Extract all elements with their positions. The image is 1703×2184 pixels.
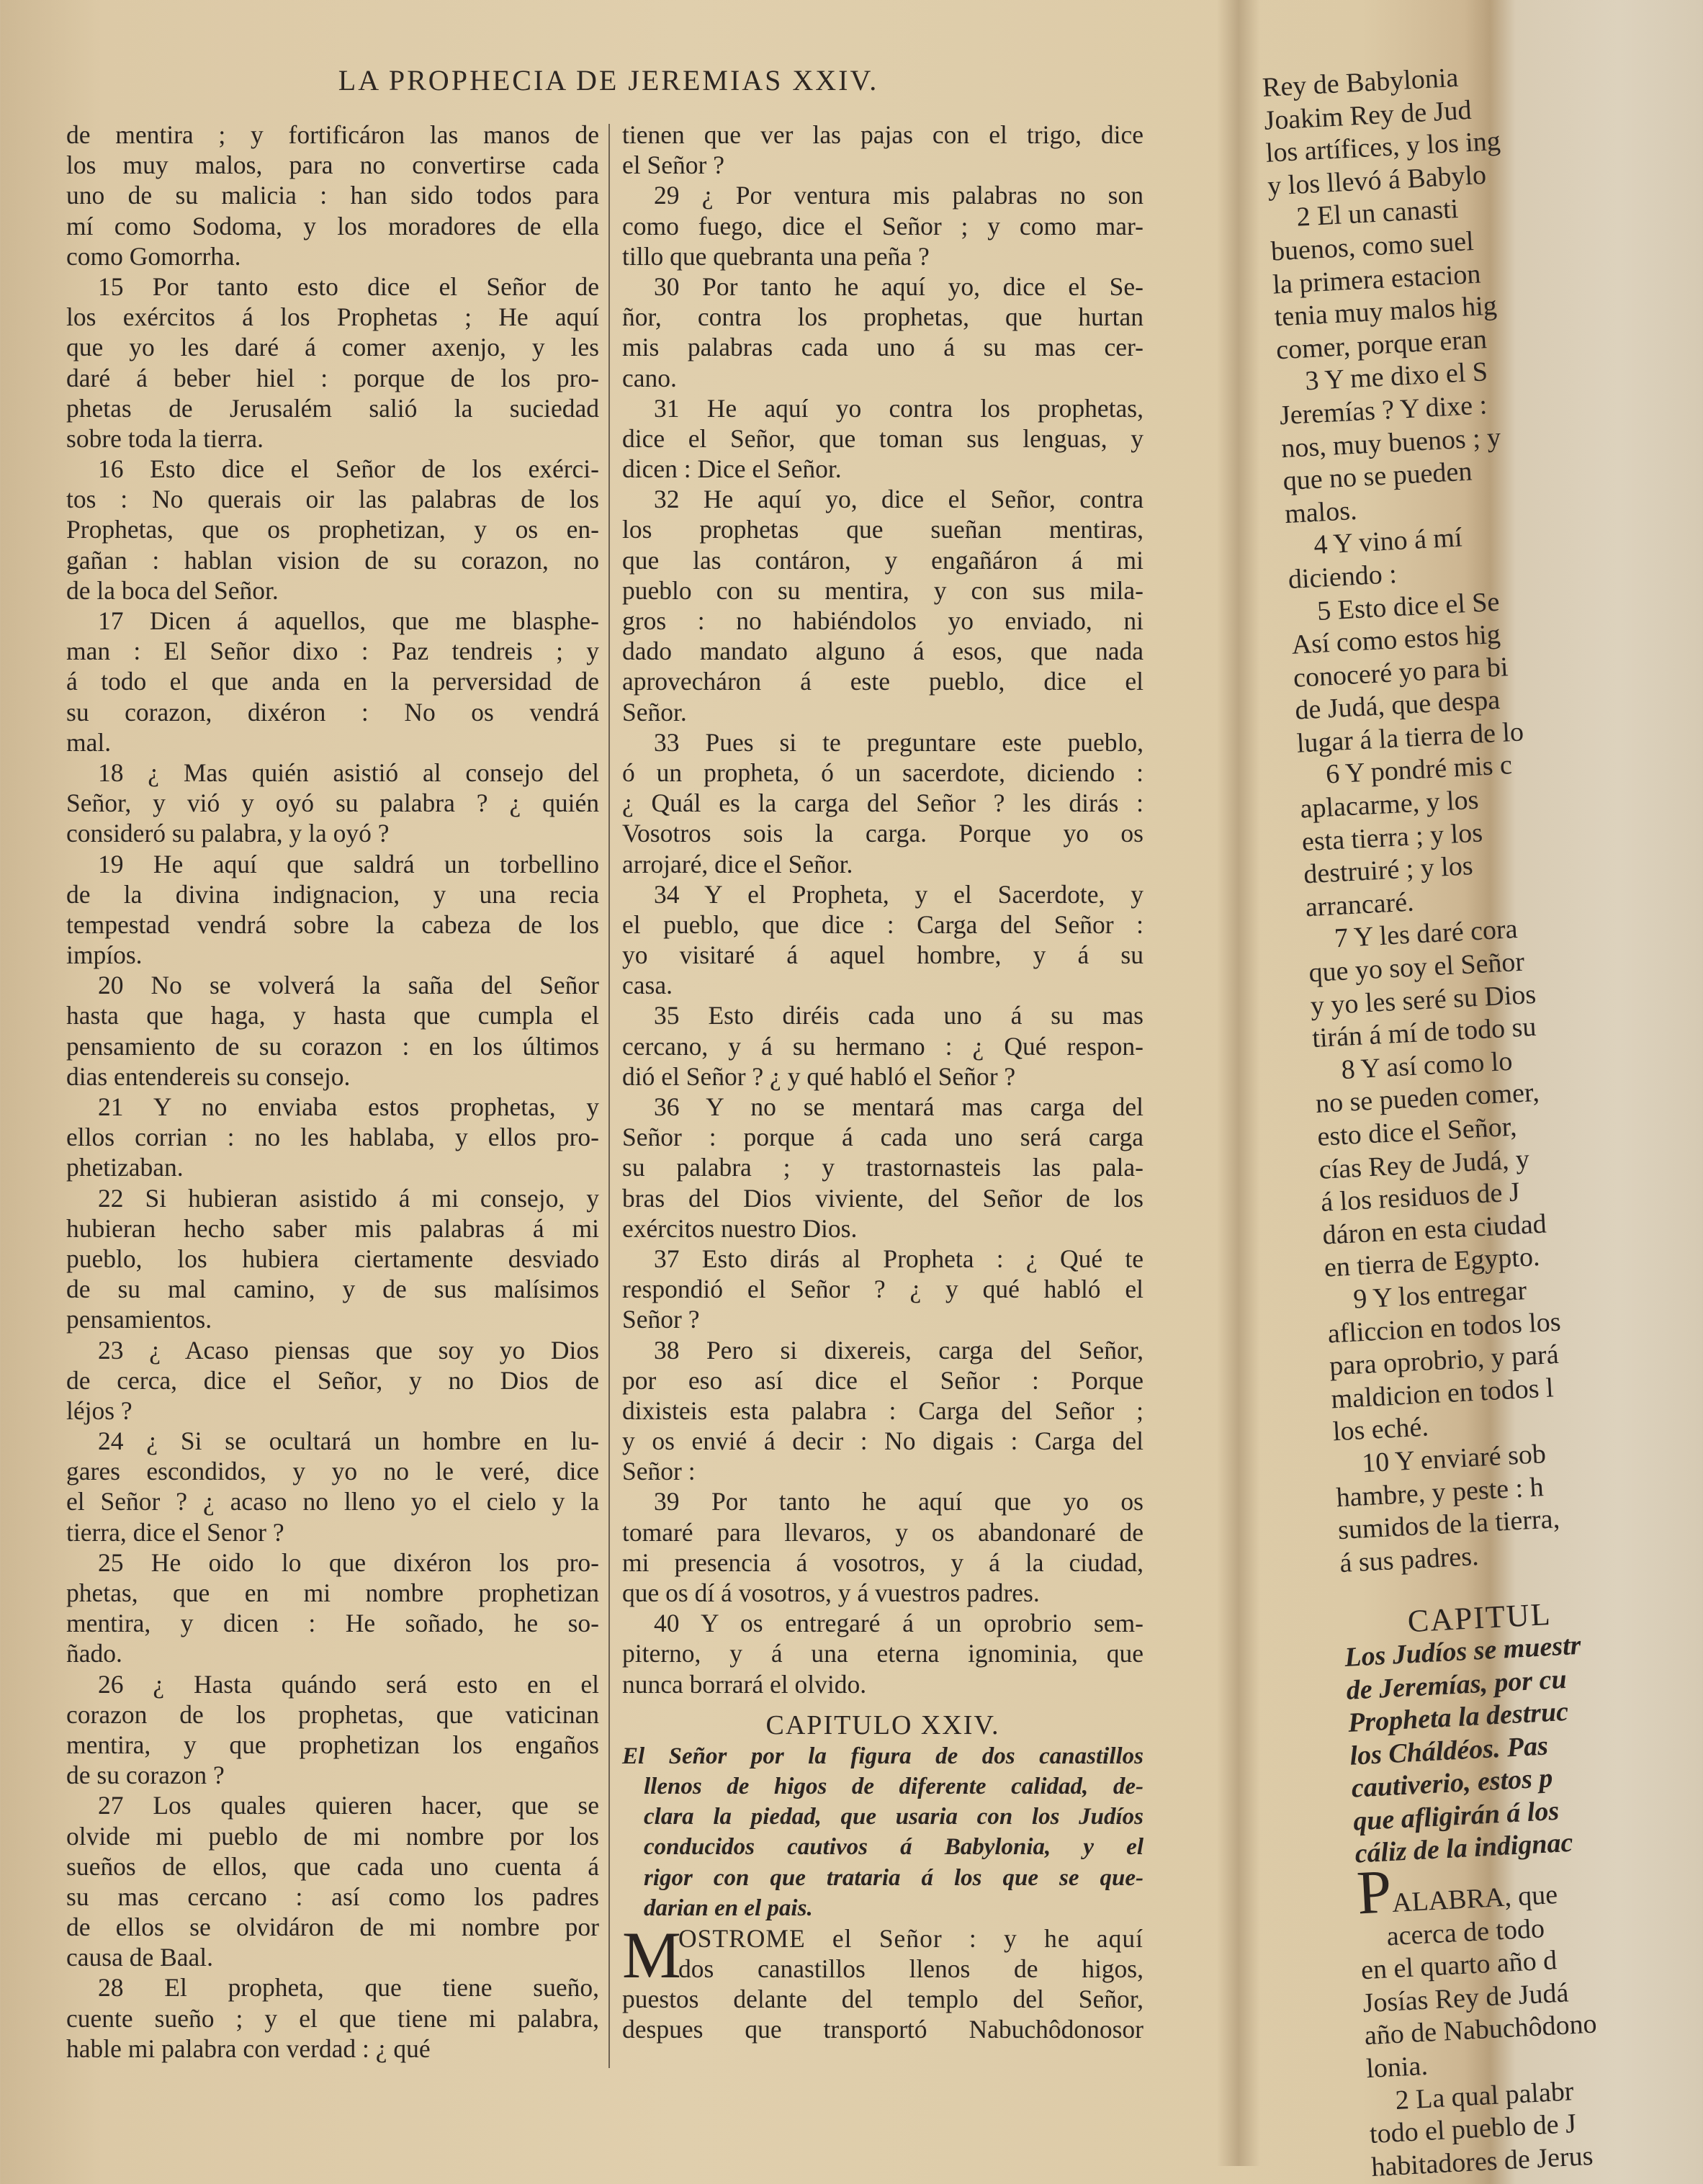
- facing-page-line: comer, porque eran: [1275, 323, 1488, 366]
- text-line: arrojaré, dice el Señor.: [622, 849, 853, 878]
- summary-line: El Señor por la figura de dos canastillos: [622, 1743, 1143, 1769]
- text-line: piterno, y á una eterna ignominia, que: [622, 1639, 1143, 1668]
- text-line: ¿ Quál es la carga del Señor ? les dirás :: [622, 788, 1143, 818]
- text-line: de su mal camino, y de sus malísimos: [66, 1275, 599, 1304]
- text-line: 18 ¿ Mas quién asistió al consejo del: [98, 758, 599, 787]
- text-line: 40 Y os entregaré á un oprobrio sem-: [654, 1609, 1143, 1638]
- text-line: 25 He oido lo que dixéron los pro-: [98, 1547, 599, 1577]
- opening-line: despues que transportó Nabuchôdonosor: [622, 2015, 1143, 2044]
- text-line: phetas de Jerusalém salió la suciedad: [66, 393, 599, 423]
- facing-page-line: que yo soy el Señor: [1308, 946, 1526, 989]
- facing-drop-cap: P: [1355, 1856, 1393, 1928]
- text-line: dixisteis esta palabra : Carga del Señor ;: [622, 1396, 1143, 1425]
- text-line: cercano, y á su hermano : ¿ Qué respon-: [622, 1031, 1143, 1061]
- facing-page-line: no se pueden comer,: [1315, 1077, 1540, 1120]
- facing-page-line: que no se pueden: [1282, 456, 1473, 497]
- facing-page-line: diciendo :: [1287, 559, 1398, 595]
- text-line: Prophetas, que os prophetizan, y os en-: [66, 515, 599, 544]
- facing-page-line: aplacarme, y los: [1299, 784, 1480, 824]
- facing-summary-line: Propheta la destruc: [1347, 1696, 1569, 1738]
- facing-page-line: en tierra de Egypto.: [1323, 1241, 1541, 1284]
- facing-page: [1262, 55, 1702, 2183]
- text-line: aprovecháron á este pueblo, dice el: [622, 667, 1143, 696]
- text-line: ellos corrian : no les hablaba, y ellos pro-: [66, 1123, 599, 1152]
- facing-summary-line: que afligirán á los: [1352, 1795, 1560, 1837]
- text-line: pueblo, los hubiera ciertamente desviado: [66, 1244, 599, 1273]
- text-line: 32 He aquí yo, dice el Señor, contra: [654, 485, 1143, 514]
- summary-line: rigor con que trataria á los que se que-: [644, 1864, 1143, 1891]
- text-line: hable mi palabra con verdad : ¿ qué: [66, 2034, 431, 2063]
- text-line: 39 Por tanto he aquí que yo os: [654, 1487, 1143, 1516]
- book-gutter-shadow: [1217, 0, 1260, 2166]
- facing-page-line: 9 Y los entregar: [1352, 1275, 1528, 1315]
- facing-page-line: cías Rey de Judá, y: [1318, 1143, 1530, 1185]
- facing-page-line: hambre, y peste : h: [1335, 1471, 1545, 1513]
- text-line: los exércitos á los Prophetas ; He aquí: [66, 302, 599, 332]
- facing-page-line: Así como estos hig: [1290, 619, 1501, 660]
- text-line: causa de Baal.: [66, 1943, 214, 1972]
- text-line: mis palabras cada uno á su mas cer-: [622, 333, 1143, 362]
- facing-opening-line: año de Nabuchôdono: [1363, 2008, 1598, 2052]
- facing-page-line: destruiré ; y los: [1303, 850, 1474, 890]
- facing-page-line: buenos, como suel: [1270, 225, 1475, 267]
- text-line: nunca borrará el olvido.: [622, 1669, 867, 1699]
- text-line: su corazon, dixéron : No os vendrá: [66, 697, 599, 727]
- text-line: de la boca del Señor.: [66, 575, 279, 605]
- facing-page-line: 5 Esto dice el Se: [1316, 586, 1501, 626]
- text-line: hasta que haga, y hasta que cumpla el: [66, 1001, 599, 1030]
- text-line: mentira, y que prophetizan los engaños: [66, 1730, 599, 1759]
- text-line: que yo les daré á comer axenjo, y les: [66, 333, 599, 362]
- text-line: pensamientos.: [66, 1305, 212, 1334]
- text-line: de mentira ; y fortificáron las manos de: [66, 120, 599, 149]
- text-line: que las contáron, y engañáron á mi: [622, 545, 1143, 575]
- facing-summary-line: de Jeremías, por cu: [1345, 1663, 1568, 1706]
- text-line: dice el Señor, que toman sus lenguas, y: [622, 423, 1143, 453]
- facing-page-line: Jeremías ? Y dixe :: [1278, 390, 1488, 431]
- text-line: casa.: [622, 971, 673, 1000]
- text-line: 34 Y el Propheta, y el Sacerdote, y: [654, 879, 1143, 909]
- text-line: olvide mi pueblo de mi nombre por los: [66, 1821, 599, 1851]
- text-line: Señor ?: [622, 1305, 700, 1334]
- facing-page-line: 4 Y vino á mí: [1313, 522, 1463, 561]
- text-line: 23 ¿ Acaso piensas que soy yo Dios: [98, 1335, 599, 1365]
- running-title: LA PROPHECIA DE JEREMIAS XXIV.: [338, 64, 879, 96]
- text-line: 26 ¿ Hasta quándo será esto en el: [98, 1669, 599, 1699]
- text-line: cuente sueño ; y el que tiene mi palabra,: [66, 2003, 599, 2033]
- text-line: mi presencia á vosotros, y á la ciudad,: [622, 1547, 1143, 1577]
- text-line: 22 Si hubieran asistido á mi consejo, y: [98, 1183, 599, 1213]
- text-line: 30 Por tanto he aquí yo, dice el Se-: [654, 271, 1143, 301]
- facing-page-line: para oprobrio, y pará: [1329, 1339, 1560, 1382]
- text-line: 38 Pero si dixereis, carga del Señor,: [654, 1335, 1143, 1365]
- chapter-opening: [622, 1918, 1143, 2045]
- facing-page-line: 7 Y les daré cora: [1334, 914, 1519, 954]
- text-line: 20 No se volverá la saña del Señor: [98, 971, 599, 1000]
- opening-line: dos canastillos llenos de higos,: [678, 1954, 1143, 1984]
- text-line: de la divina indignacion, y una recia: [66, 879, 599, 909]
- text-line: 37 Esto dirás al Propheta : ¿ Qué te: [654, 1244, 1143, 1273]
- facing-chapter-heading: CAPITUL: [1406, 1596, 1553, 1640]
- facing-page-line: Joakim Rey de Jud: [1263, 94, 1473, 136]
- text-line: 29 ¿ Por ventura mis palabras no son: [654, 181, 1143, 210]
- text-line: léjos ?: [66, 1396, 132, 1425]
- text-line: pensamiento de su corazon : en los últimos: [66, 1031, 599, 1061]
- text-line: Vosotros sois la carga. Porque yo os: [622, 819, 1143, 848]
- text-line: Señor :: [622, 1457, 696, 1486]
- text-line: man : El Señor dixo : Paz tendreis ; y: [66, 637, 599, 666]
- text-line: ó un propheta, ó un sacerdote, diciendo :: [622, 758, 1143, 787]
- summary-line: llenos de higos de diferente calidad, de-: [644, 1773, 1143, 1799]
- facing-page-line: y yo les seré su Dios: [1309, 979, 1537, 1021]
- facing-opening-line: en el quarto año d: [1360, 1945, 1558, 1986]
- opening-line: OSTROME el Señor : y he aquí: [678, 1923, 1143, 1953]
- facing-opening-line: habitadores de Jerus: [1370, 2140, 1594, 2183]
- text-line: mentira, y dicen : He soñado, he so-: [66, 1609, 599, 1638]
- text-line: mal.: [66, 727, 112, 757]
- chapter-heading: CAPITULO XXIV.: [765, 1709, 1000, 1740]
- text-line: corazon de los prophetas, que vaticinan: [66, 1699, 599, 1729]
- text-line: Señor : porque á cada uno será carga: [622, 1123, 1143, 1152]
- facing-page-line: á sus padres.: [1339, 1540, 1480, 1578]
- chapter-summary: [622, 1741, 1143, 1923]
- text-line: cano.: [622, 363, 677, 392]
- facing-page-line: á los residuos de J: [1320, 1177, 1521, 1218]
- text-line: gañan : hablan vision de su corazon, no: [66, 545, 599, 575]
- facing-page-line: 2 El un canasti: [1295, 194, 1460, 233]
- text-line: como fuego, dice el Señor ; y como mar-: [622, 211, 1143, 241]
- text-line: tempestad vendrá sobre la cabeza de los: [66, 909, 599, 939]
- text-line: tomaré para llevaros, y os abandonaré de: [622, 1517, 1143, 1547]
- facing-page-line: tirán á mí de todo su: [1311, 1012, 1537, 1054]
- text-line: los muy malos, para no convertirse cada: [66, 150, 599, 180]
- facing-page-line: y los llevó á Babylo: [1267, 159, 1487, 202]
- left-text-column: [66, 120, 599, 2064]
- text-line: ñor, contra los prophetas, que hurtan: [622, 302, 1143, 332]
- column-divider: [608, 124, 610, 2068]
- text-line: 21 Y no enviaba estos prophetas, y: [98, 1092, 599, 1121]
- text-line: exércitos nuestro Dios.: [622, 1213, 858, 1243]
- text-line: 19 He aquí que saldrá un torbellino: [98, 849, 599, 878]
- facing-page-line: de Judá, que despa: [1294, 685, 1501, 727]
- facing-page-line: los eché.: [1331, 1411, 1429, 1447]
- facing-page-line: lugar á la tierra de lo: [1295, 716, 1524, 759]
- summary-line: clara la piedad, que usaria con los Judíos: [644, 1804, 1143, 1830]
- text-line: tienen que ver las pajas con el trigo, dice: [622, 120, 1143, 149]
- text-line: 33 Pues si te preguntare este pueblo,: [654, 727, 1143, 757]
- text-line: dicen : Dice el Señor.: [622, 454, 842, 484]
- text-line: 24 ¿ Si se ocultará un hombre en lu-: [98, 1426, 599, 1456]
- text-line: respondió el Señor ? ¿ y qué habló el: [622, 1275, 1143, 1304]
- text-line: 27 Los quales quieren hacer, que se: [98, 1791, 599, 1820]
- text-line: de su corazon ?: [66, 1761, 225, 1790]
- facing-opening-line: Josías Rey de Judá: [1362, 1977, 1570, 2019]
- text-line: dias entendereis su consejo.: [66, 1061, 351, 1091]
- facing-page-line: afliccion en todos los: [1326, 1306, 1562, 1349]
- text-line: tillo que quebranta una peña ?: [622, 241, 930, 271]
- text-line: sueños de ellos, que cada uno cuenta á: [66, 1851, 599, 1881]
- facing-opening-line: todo el pueblo de J: [1369, 2108, 1577, 2150]
- text-line: 16 Esto dice el Señor de los exérci-: [98, 454, 599, 484]
- facing-page-line: tenia muy malos hig: [1273, 290, 1498, 333]
- facing-page-line: maldicion en todos l: [1330, 1372, 1555, 1415]
- text-line: de ellos se olvidáron de mi nombre por: [66, 1913, 599, 1942]
- text-line: 17 Dicen á aquellos, que me blasphe-: [98, 606, 599, 635]
- text-line: los prophetas que sueñan mentiras,: [622, 515, 1143, 544]
- text-line: Señor, y vió y oyó su palabra ? ¿ quién: [66, 788, 599, 818]
- text-line: sobre toda la tierra.: [66, 423, 264, 453]
- facing-summary-line: los Cháldéos. Pas: [1349, 1730, 1549, 1771]
- facing-page-line: la primera estacion: [1272, 259, 1482, 300]
- text-line: phetizaban.: [66, 1153, 184, 1182]
- text-line: como Gomorrha.: [66, 241, 241, 271]
- text-line: mí como Sodoma, y los moradores de ella: [66, 211, 599, 241]
- text-line: bras del Dios viviente, del Señor de los: [622, 1183, 1143, 1213]
- text-line: su mas cercano : así como los padres: [66, 1882, 599, 1911]
- text-line: de cerca, dice el Señor, y no Dios de: [66, 1365, 599, 1395]
- facing-page-line: dáron en esta ciudad: [1321, 1208, 1547, 1251]
- text-line: yo visitaré á aquel hombre, y á su: [622, 940, 1143, 970]
- text-line: consideró su palabra, y la oyó ?: [66, 819, 390, 848]
- text-line: el Señor ? ¿ acaso no lleno yo el cielo y la: [66, 1487, 599, 1516]
- text-line: el Señor ?: [622, 150, 724, 180]
- facing-page-line: 10 Y enviaré sob: [1361, 1438, 1547, 1479]
- facing-summary-line: cautiverio, estos p: [1350, 1763, 1554, 1804]
- facing-page-line: Rey de Babylonia: [1262, 62, 1460, 103]
- summary-line: conducidos cautivos á Babylonia, y el: [644, 1834, 1143, 1861]
- text-line: gros : no habiéndolos yo enviado, ni: [622, 606, 1143, 635]
- text-line: gares escondidos, y yo no le veré, dice: [66, 1457, 599, 1486]
- facing-page-line: esto dice el Señor,: [1316, 1111, 1518, 1152]
- text-line: ñado.: [66, 1639, 122, 1668]
- facing-opening-line: lonia.: [1365, 2050, 1429, 2085]
- text-line: pueblo con su mentira, y con sus mila-: [622, 575, 1143, 605]
- facing-page-line: esta tierra ; y los: [1300, 817, 1483, 858]
- text-line: hubieran hecho saber mis palabras á mi: [66, 1213, 599, 1243]
- drop-cap: M: [622, 1918, 681, 1992]
- text-line: 15 Por tanto esto dice el Señor de: [98, 271, 599, 301]
- text-line: daré á beber hiel : porque de los pro-: [66, 363, 599, 392]
- facing-summary-line: Los Judíos se muestr: [1344, 1630, 1582, 1673]
- text-line: su palabra ; y trastornasteis las pala-: [622, 1153, 1143, 1182]
- text-line: que os dí á vosotros, y á vuestros padres.: [622, 1578, 1040, 1607]
- text-line: tierra, dice el Senor ?: [66, 1517, 284, 1547]
- facing-summary-line: cáliz de la indignac: [1354, 1828, 1574, 1870]
- facing-page-line: malos.: [1284, 495, 1358, 529]
- text-line: phetas, que en mi nombre prophetizan: [66, 1578, 599, 1607]
- text-line: 36 Y no se mentará mas carga del: [654, 1092, 1143, 1121]
- text-line: impíos.: [66, 940, 143, 970]
- text-line: el pueblo, que dice : Carga del Señor :: [622, 909, 1143, 939]
- facing-page-line: sumidos de la tierra,: [1337, 1504, 1560, 1546]
- facing-opening-line: 2 La qual palabr: [1394, 2075, 1575, 2116]
- text-line: 28 El propheta, que tiene sueño,: [98, 1973, 599, 2003]
- opening-line: puestos delante del templo del Señor,: [622, 1985, 1143, 2014]
- summary-line: darian en el pais.: [644, 1895, 813, 1921]
- opening-text: ALABRA, que: [1391, 1879, 1559, 1919]
- text-line: y os envié á decir : No digais : Carga del: [622, 1426, 1143, 1456]
- text-line: dió el Señor ? ¿ y qué habló el Señor ?: [622, 1061, 1016, 1091]
- text-line: á todo el que anda en la perversidad de: [66, 667, 599, 696]
- facing-page-line: nos, muy buenos ; y: [1280, 421, 1502, 464]
- facing-page-line: 3 Y me dixo el S: [1304, 356, 1488, 397]
- facing-page-line: conoceré yo para bi: [1293, 651, 1509, 693]
- facing-page-line: 8 Y así como lo: [1340, 1046, 1514, 1085]
- text-line: dado mandato alguno á esos, que nada: [622, 637, 1143, 666]
- text-line: 31 He aquí yo contra los prophetas,: [654, 393, 1143, 423]
- facing-page-line: arrancaré.: [1304, 886, 1415, 923]
- facing-page-line: 6 Y pondré mis c: [1325, 750, 1513, 791]
- text-line: Señor.: [622, 697, 687, 727]
- text-line: tos : No querais oir las palabras de los: [66, 485, 599, 514]
- right-text-column: [622, 120, 1143, 2045]
- text-line: 35 Esto diréis cada uno á su mas: [654, 1001, 1143, 1030]
- facing-page-line: los artífices, y los ing: [1264, 125, 1501, 169]
- facing-opening-line: acerca de todo: [1385, 1913, 1545, 1952]
- text-line: por eso así dice el Señor : Porque: [622, 1365, 1143, 1395]
- text-line: uno de su malicia : han sido todos para: [66, 181, 599, 210]
- right-column-verses: [622, 120, 1143, 1699]
